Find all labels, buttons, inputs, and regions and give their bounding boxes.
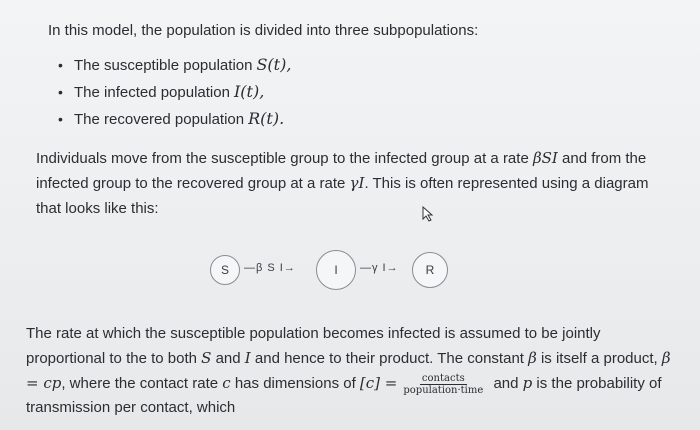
list-item-text: The susceptible population xyxy=(74,57,253,74)
math-beta: β xyxy=(528,349,537,367)
node-r: R xyxy=(412,252,448,288)
edge-gamma-i: —γ I→ xyxy=(360,262,399,274)
math-s: S xyxy=(201,349,212,367)
sir-diagram xyxy=(200,247,460,293)
math-c-dimension: [c] = xyxy=(359,374,398,392)
intro-text: In this model, the population is divided into three subpopulations: xyxy=(48,22,479,39)
bullet-icon: • xyxy=(58,84,63,100)
list-item-math: I(t), xyxy=(233,82,265,101)
paragraph-text: and from the infected group to the recovered group at a rate xyxy=(36,150,647,192)
list-item-math: S(t), xyxy=(256,55,292,74)
paragraph-text: The rate at which the susceptible population becomes infected is assumed to be jointly proportional to the to both xyxy=(26,325,601,367)
rate-paragraph xyxy=(26,322,676,420)
bullet-icon: • xyxy=(58,57,63,73)
paragraph-text: Individuals move from the susceptible group to the infected group at a rate xyxy=(36,150,533,167)
paragraph-text: . This is often represented using a diagram that looks like this: xyxy=(36,175,649,217)
paragraph-text: is itself a product, xyxy=(536,350,662,367)
math-beta-eq: β = cp xyxy=(26,349,671,392)
paragraph-text: and hence to their product. The constant xyxy=(250,350,529,367)
paragraph-text: has dimensions of xyxy=(230,375,360,392)
math-p: p xyxy=(522,374,533,392)
rate-beta-si: βSI xyxy=(532,149,558,167)
list-item-text: The recovered population xyxy=(74,111,245,128)
list-item-text: The infected population xyxy=(74,84,230,101)
paragraph-text: and xyxy=(211,350,245,367)
paragraph-text: and xyxy=(489,375,523,392)
math-c: c xyxy=(222,374,231,392)
dimension-fraction xyxy=(401,373,485,396)
math-i: I xyxy=(244,349,251,367)
edge-beta-si: —β S I→ xyxy=(244,262,296,274)
paragraph-text: is the probability of transmission per contact, which xyxy=(26,375,662,416)
bullet-icon: • xyxy=(58,111,63,127)
fraction-denominator: population·time xyxy=(403,384,484,396)
list-item xyxy=(58,52,291,79)
subpopulation-list xyxy=(58,52,291,133)
node-i: I xyxy=(316,250,356,290)
fraction-numerator: contacts xyxy=(421,372,465,384)
cursor-arrow-icon xyxy=(421,206,435,222)
rate-gamma-i: γI xyxy=(349,174,365,192)
list-item xyxy=(58,106,291,133)
transition-paragraph xyxy=(36,146,656,221)
list-item xyxy=(58,79,291,106)
node-s: S xyxy=(210,255,240,285)
paragraph-text: , where the contact rate xyxy=(61,375,223,392)
list-item-math: R(t). xyxy=(248,109,285,128)
